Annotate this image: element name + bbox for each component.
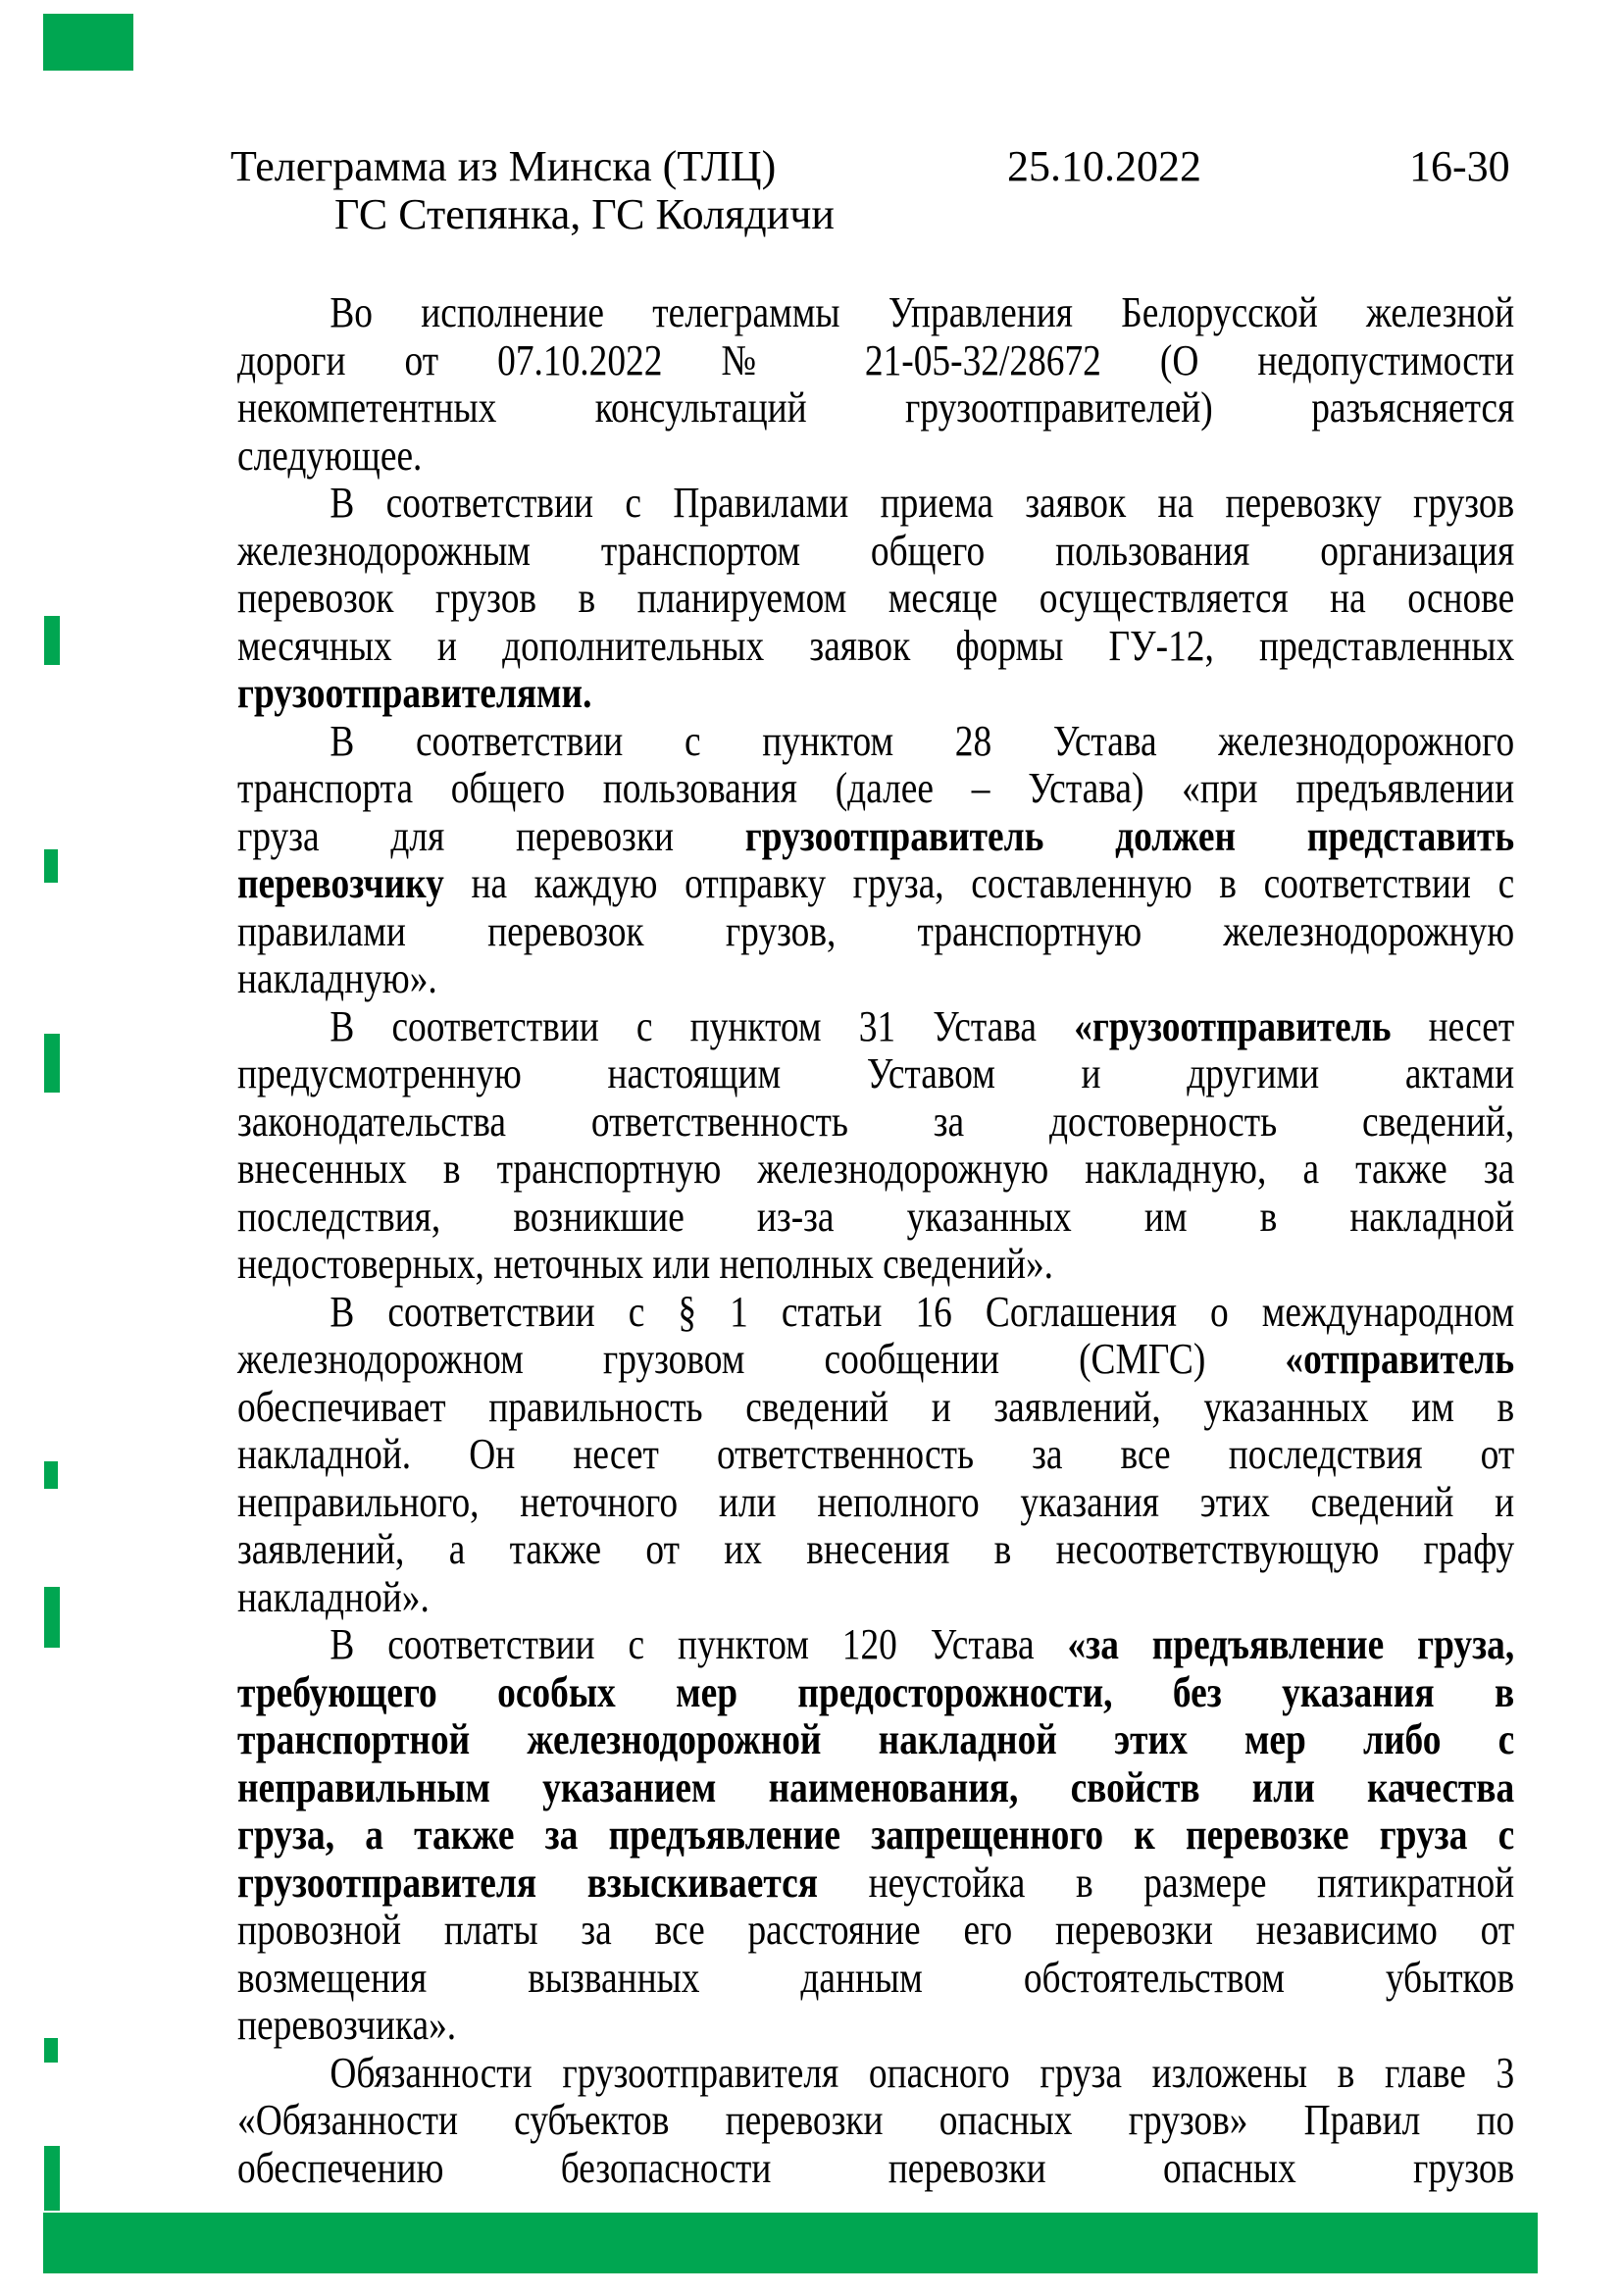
text-line (237, 1241, 1514, 1289)
text-line (237, 575, 1514, 623)
document-header (230, 143, 1624, 238)
text-segment: груза для перевозки (237, 811, 745, 860)
scan-artifact-mark (44, 2146, 60, 2211)
bold-text-segment: требующего особых мер предосторожности, без указания в (237, 1667, 1515, 1716)
text-line (237, 337, 1514, 385)
text-segment: предусмотренную настоящим Уставом и другими актами (237, 1049, 1515, 1097)
bold-text-segment: груза, а также за предъявление запрещенного к перевозке груза с (237, 1810, 1515, 1859)
text-line (237, 1860, 1514, 1908)
header-line-1 (230, 143, 1624, 191)
text-segment: В соответствии с § 1 статьи 16 Соглашения о международном (330, 1287, 1515, 1336)
text-line (237, 2097, 1514, 2145)
text-line (237, 433, 1514, 481)
text-segment: перевозчика». (237, 2001, 457, 2049)
text-segment: внесенных в транспортную железнодорожную накладную, а также за (237, 1145, 1515, 1193)
text-line (237, 1669, 1514, 1717)
text-line (237, 1289, 1514, 1337)
text-line (237, 955, 1514, 1003)
text-line (237, 718, 1514, 766)
text-segment: накладную». (237, 954, 437, 1002)
document-time: 16-30 (1409, 142, 1510, 190)
scan-artifact-mark (44, 2038, 58, 2063)
text-segment: железнодорожном грузовом сообщении (СМГС) (237, 1335, 1286, 1383)
text-line (237, 860, 1514, 908)
text-line (237, 1764, 1514, 1812)
text-line (237, 670, 1514, 718)
text-segment: неправильного, неточного или неполного указания этих сведений и (237, 1477, 1515, 1526)
text-segment: обеспечивает правильность сведений и заявлений, указанных им в (237, 1382, 1515, 1431)
text-line (237, 289, 1514, 337)
text-segment: В соответствии с пунктом 31 Устава (330, 1001, 1075, 1050)
text-line (237, 1621, 1514, 1669)
text-line (237, 2145, 1514, 2193)
scan-artifact-mark (44, 1461, 58, 1489)
text-line (237, 1955, 1514, 2003)
text-segment: возмещения вызванных данным обстоятельством убытков (237, 1953, 1515, 2002)
text-segment: месячных и дополнительных заявок формы ГУ-12, представленных (237, 621, 1515, 670)
text-segment: транспорта общего пользования (далее – Устава) «при предъявлении (237, 764, 1515, 812)
text-segment: В соответствии с пунктом 120 Устава (330, 1620, 1068, 1668)
bold-text-segment: перевозчику (237, 859, 444, 907)
text-line (237, 1098, 1514, 1147)
scan-artifact-mark (43, 14, 133, 71)
scan-artifact-mark (44, 1587, 60, 1648)
text-line (237, 528, 1514, 576)
text-segment: накладной». (237, 1572, 430, 1621)
text-line (237, 1716, 1514, 1764)
text-segment: железнодорожным транспортом общего пользования организация (237, 526, 1515, 575)
text-line (237, 1003, 1514, 1051)
text-segment: на каждую отправку груза, составленную в соответствии с (443, 859, 1515, 907)
text-line (237, 2002, 1514, 2050)
text-line (237, 480, 1514, 528)
text-segment: заявлений, а также от их внесения в несоответствующую графу (237, 1525, 1515, 1573)
bold-text-segment: грузоотправителями. (237, 669, 592, 717)
document-date: 25.10.2022 (1007, 142, 1201, 190)
text-line (237, 1194, 1514, 1242)
text-line (237, 1574, 1514, 1622)
text-line (237, 623, 1514, 671)
text-line (237, 1384, 1514, 1432)
text-line (237, 1146, 1514, 1194)
scan-artifact-mark (44, 849, 58, 883)
text-line (237, 765, 1514, 813)
text-segment: неустойка в размере пятикратной (817, 1858, 1515, 1907)
page-title: Телеграмма из Минска (ТЛЦ) (230, 142, 777, 190)
text-segment: несет (1391, 1001, 1515, 1050)
text-segment: Во исполнение телеграммы Управления Белорусской железной (330, 288, 1515, 336)
text-line (237, 908, 1514, 956)
text-line (237, 813, 1514, 861)
bold-text-segment: «за предъявление груза, (1067, 1620, 1515, 1668)
text-segment: последствия, возникшие из-за указанных им в накладной (237, 1192, 1515, 1241)
bold-text-segment: «грузоотправитель (1074, 1001, 1392, 1050)
text-segment: В соответствии с пунктом 28 Устава железнодорожного (330, 716, 1515, 765)
text-line (237, 1479, 1514, 1527)
bold-text-segment: грузоотправитель должен представить (744, 811, 1515, 860)
scan-artifact-mark (44, 616, 60, 665)
text-segment: В соответствии с Правилами приема заявок на перевозку грузов (330, 479, 1515, 527)
bold-text-segment: неправильным указанием наименования, свойств или качества (237, 1762, 1515, 1811)
text-line (237, 1050, 1514, 1098)
text-segment: Обязанности грузоотправителя опасного груза изложены в главе 3 (330, 2048, 1515, 2097)
text-segment: обеспечению безопасности перевозки опасных грузов (237, 2143, 1515, 2192)
text-line (237, 1526, 1514, 1574)
text-segment: провозной платы за все расстояние его перевозки независимо от (237, 1906, 1515, 1954)
text-line (237, 1811, 1514, 1860)
text-segment: недостоверных, неточных или неполных сведений». (237, 1240, 1054, 1288)
bold-text-segment: грузоотправителя взыскивается (237, 1858, 818, 1907)
text-segment: дороги от 07.10.2022 № 21-05-32/28672 (О недопустимости (237, 335, 1515, 384)
document-body (237, 289, 1514, 2192)
text-line (237, 2050, 1514, 2098)
text-line (237, 384, 1514, 433)
text-line (237, 1907, 1514, 1955)
text-segment: следующее. (237, 431, 423, 480)
text-segment: правилами перевозок грузов, транспортную железнодорожную (237, 906, 1515, 955)
text-segment: перевозок грузов в планируемом месяце осуществляется на основе (237, 574, 1515, 622)
text-segment: накладной. Он несет ответственность за все последствия от (237, 1430, 1515, 1478)
header-line-2 (230, 191, 1624, 239)
scan-artifact-mark (43, 2213, 1538, 2273)
text-segment: законодательства ответственность за достоверность сведений, (237, 1096, 1515, 1146)
text-segment: «Обязанности субъектов перевозки опасных грузов» Правил по (237, 2096, 1515, 2144)
text-line (237, 1336, 1514, 1384)
text-segment: некомпетентных консультаций грузоотправителей) разъясняется (237, 383, 1515, 432)
recipients-line: ГС Степянка, ГС Колядичи (334, 189, 835, 238)
scan-artifact-mark (44, 1034, 60, 1093)
text-line (237, 1431, 1514, 1479)
bold-text-segment: «отправитель (1285, 1335, 1515, 1383)
bold-text-segment: транспортной железнодорожной накладной этих мер либо с (237, 1715, 1515, 1763)
